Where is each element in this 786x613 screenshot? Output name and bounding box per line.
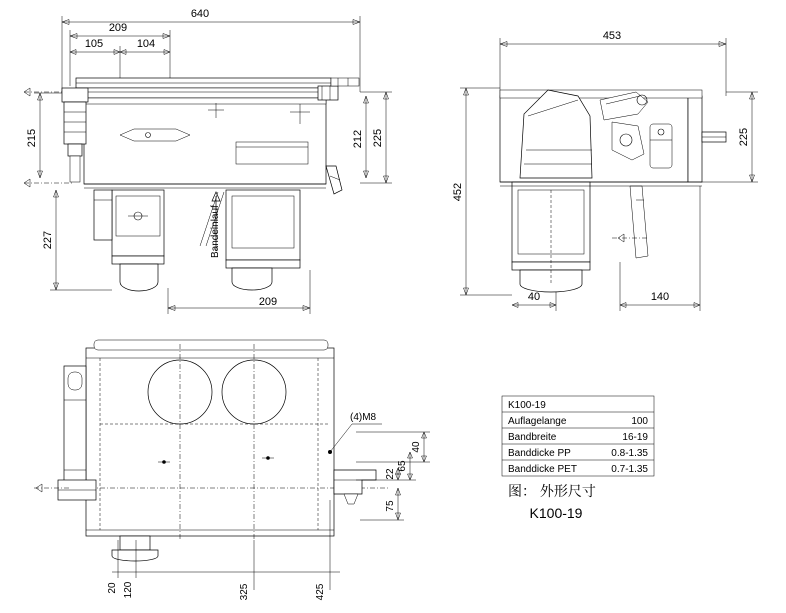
dim-label: 40 [411, 441, 422, 453]
spec-row-value: 100 [631, 416, 648, 427]
dim-label: 225 [738, 127, 750, 147]
spec-row-value: 0.8-1.35 [611, 448, 648, 459]
dim-label: 209 [108, 22, 128, 34]
dim-label: 120 [123, 581, 134, 599]
dim-label: 140 [650, 291, 670, 303]
dim-label: 212 [352, 129, 364, 149]
dim-label: 104 [136, 38, 156, 50]
dim-label: 22 [385, 468, 396, 480]
dim-label: 225 [372, 128, 384, 148]
dim-label: 65 [397, 460, 408, 472]
spec-table [502, 396, 654, 476]
dim-label: 20 [107, 582, 118, 594]
drawing-caption [508, 483, 596, 521]
dim-label: 40 [527, 291, 541, 303]
dim-label: 75 [385, 500, 396, 512]
spec-row-label: Auflagelange [508, 416, 567, 427]
spec-row-label: Bandbreite [508, 432, 557, 443]
dim-225-left [360, 92, 392, 183]
dim-453 [500, 30, 726, 96]
front-view [24, 8, 392, 314]
dim-label: 325 [239, 583, 250, 601]
dim-label: 227 [42, 230, 54, 250]
plan-view [34, 340, 430, 600]
dim-label: 105 [84, 38, 104, 50]
spec-table-header: K100-19 [508, 400, 546, 411]
machine-body-front [62, 78, 359, 291]
spec-row-label: Banddicke PP [508, 448, 571, 459]
spec-row-label: Banddicke PET [508, 464, 577, 475]
dim-label: 425 [315, 583, 326, 601]
caption-model: K100-19 [529, 505, 583, 521]
dim-label: 215 [26, 128, 38, 148]
side-view [452, 30, 758, 311]
dim-label: 453 [602, 30, 622, 42]
annotation-bandeinlauf: Bandeinlauf [210, 205, 221, 258]
annotation-4m8: (4)M8 [350, 412, 377, 423]
machine-body-side [500, 90, 726, 292]
caption-title: 图： 外形尺寸 [508, 483, 596, 499]
spec-row-value: 0.7-1.35 [611, 464, 648, 475]
spec-row-value: 16-19 [622, 432, 648, 443]
dim-label: 209 [258, 296, 278, 308]
dim-label: 640 [190, 8, 210, 20]
dim-215 [26, 93, 70, 178]
dim-212 [352, 96, 369, 178]
machine-body-plan [34, 340, 390, 561]
dim-label: 452 [452, 182, 464, 202]
